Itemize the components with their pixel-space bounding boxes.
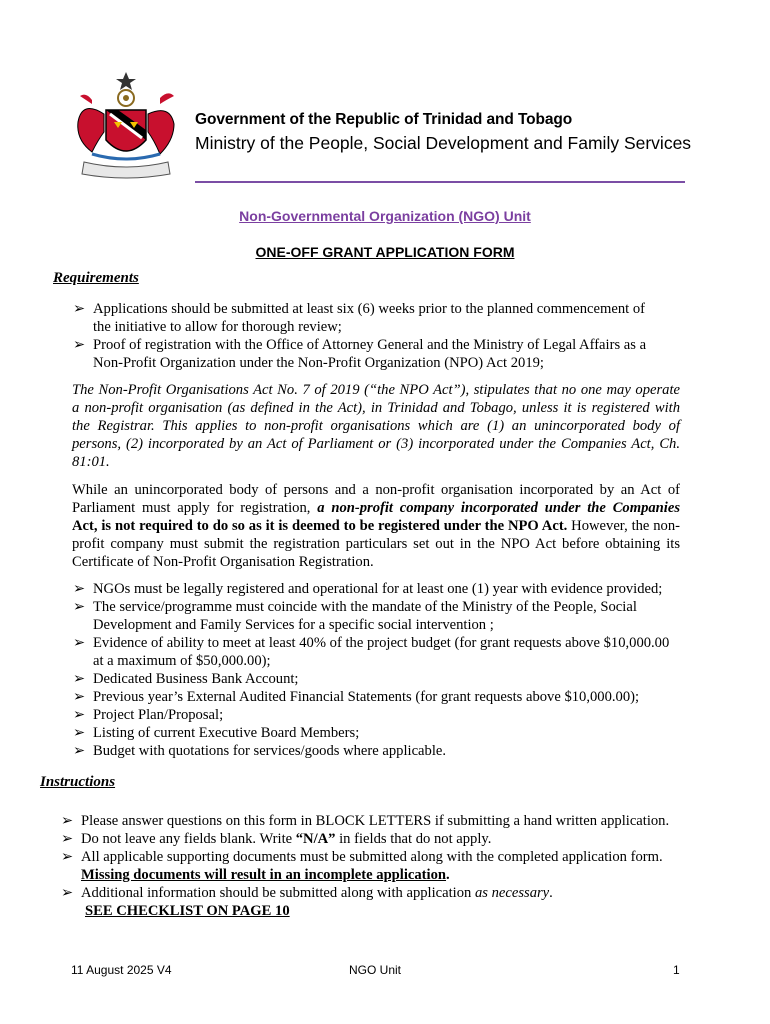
bullet-arrow-icon: ➢ xyxy=(73,671,86,687)
bullet-arrow-icon: ➢ xyxy=(61,885,74,901)
footer-date: 11 August 2025 V4 xyxy=(71,963,172,977)
bullet-arrow-icon: ➢ xyxy=(73,337,86,353)
bullet-arrow-icon: ➢ xyxy=(73,581,86,597)
header-divider xyxy=(195,181,685,183)
requirements-heading: Requirements xyxy=(53,270,139,286)
unit-title: Non-Governmental Organization (NGO) Unit xyxy=(239,208,531,224)
bullet-arrow-icon: ➢ xyxy=(73,689,86,705)
bullet-arrow-icon: ➢ xyxy=(73,599,86,615)
form-title: ONE-OFF GRANT APPLICATION FORM xyxy=(255,244,515,260)
ministry-heading: Ministry of the People, Social Development and Family Services xyxy=(195,133,692,153)
page-number: 1 xyxy=(673,963,680,977)
bullet-arrow-icon: ➢ xyxy=(61,849,74,865)
bullet-arrow-icon: ➢ xyxy=(73,725,86,741)
bullet-arrow-icon: ➢ xyxy=(73,635,86,651)
bullet-arrow-icon: ➢ xyxy=(61,813,74,829)
bullet-arrow-icon: ➢ xyxy=(73,707,86,723)
bullet-arrow-icon: ➢ xyxy=(73,301,86,317)
government-heading: Government of the Republic of Trinidad and Tobago xyxy=(195,111,573,128)
bullet-arrow-icon: ➢ xyxy=(73,743,86,759)
footer-unit: NGO Unit xyxy=(349,963,402,977)
instructions-heading: Instructions xyxy=(40,774,116,790)
coat-of-arms-logo xyxy=(62,70,190,182)
bullet-arrow-icon: ➢ xyxy=(61,831,74,847)
registration-paragraph: While an unincorporated body of persons and a non-profit organisation incorporated by an Act of Parliament must apply for registration, a non-profit company incorporated under the Companies Act, is not required to do so as it is deemed to be registered under the NPO Act. However, the non- profit company must submit the registration particulars set out in the NPO Act before obtaining its Certificate of Non-Profit Organisation Registration. xyxy=(72,482,680,570)
npo-act-paragraph: The Non-Profit Organisations Act No. 7 of 2019 (“the NPO Act”), stipulates that no one may operate a non-profit organisation (as defined in the Act), in Trinidad and Tobago, unless it is registered with the Registrar. This applies to non-profit organisations which are (1) an unincorporated body of persons, (2) incorporated by an Act of Parliament or (3) incorporated under the Companies Act, Ch. 81:01. xyxy=(72,382,680,470)
